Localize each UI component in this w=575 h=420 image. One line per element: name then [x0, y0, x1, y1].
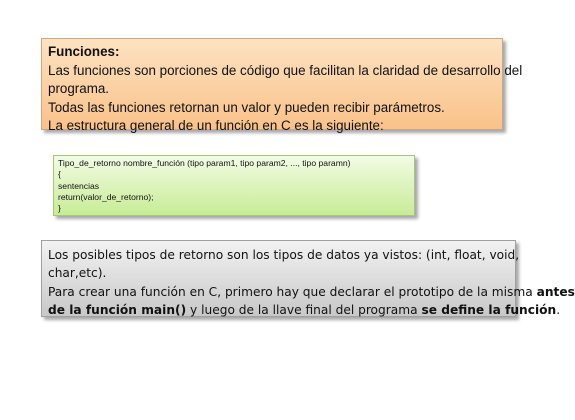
code-line-return: return(valor_de_retorno);	[58, 191, 154, 202]
return-types-box	[41, 240, 575, 317]
code-line-open-brace: {	[58, 169, 61, 180]
functions-intro-box	[41, 38, 523, 133]
return-text-line-4-bold-main: de la función main()	[48, 302, 187, 317]
return-text-line-4-bold-define: se define la función	[421, 302, 557, 317]
functions-text-line-4: La estructura general de un función en C es la siguiente:	[48, 118, 384, 133]
return-text-line-4	[48, 301, 561, 319]
return-text-line-1: Los posibles tipos de retorno son los tipos de datos ya vistos: (int, float, void,	[48, 248, 520, 262]
return-text-line-4-middle: y luego de la llave final del programa	[186, 302, 422, 317]
return-text-line-3-bold: antes	[536, 284, 575, 299]
return-text-line-3	[48, 283, 575, 301]
functions-title: Funciones:	[48, 44, 120, 59]
code-syntax-box	[53, 155, 415, 216]
return-text-line-4-period: .	[556, 302, 561, 317]
functions-text-line-1: Las funciones son porciones de código que facilitan la claridad de desarrollo del	[48, 62, 523, 78]
code-line-close-brace: }	[58, 203, 61, 214]
functions-text-line-2: programa.	[48, 81, 110, 96]
code-line-signature: Tipo_de_retorno nombre_función (tipo param1, tipo param2, ..., tipo paramn)	[58, 158, 351, 168]
return-text-line-2: char,etc).	[48, 266, 107, 281]
code-line-statements: sentencias	[58, 180, 100, 191]
return-text-line-3-plain: Para crear una función en C, primero hay que declarar el prototipo de la misma	[48, 284, 537, 299]
functions-text-line-3: Todas las funciones retornan un valor y pueden recibir parámetros.	[48, 99, 445, 115]
